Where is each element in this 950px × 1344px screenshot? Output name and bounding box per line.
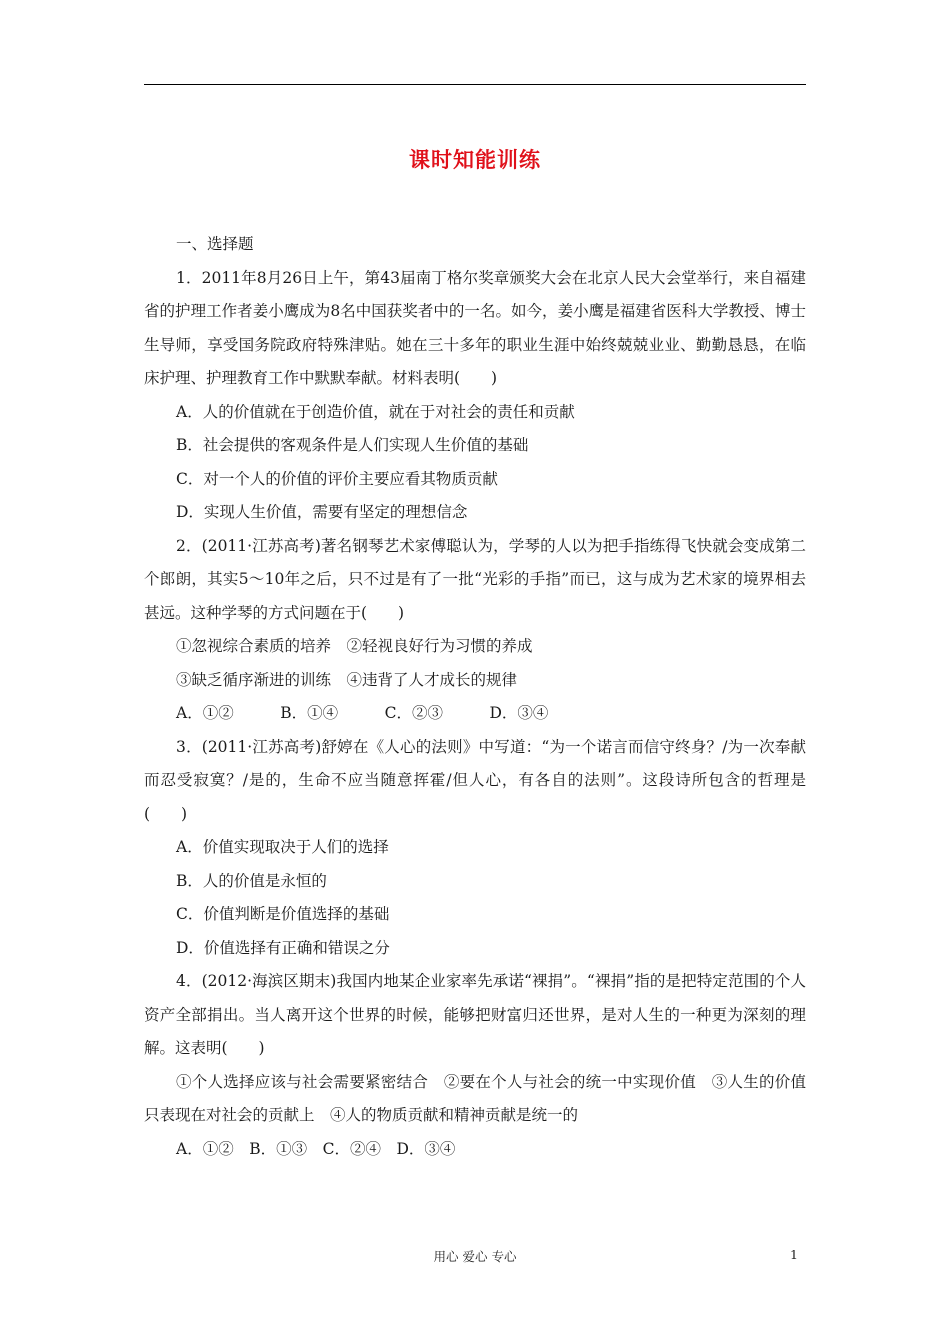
question-4-stem: 4．(2012·海滨区期末)我国内地某企业家率先承诺“裸捐”。“裸捐”指的是把特定范围的个人资产全部捐出。当人离开这个世界的时候，能够把财富归还世界，是对人生的一种更为深刻的理解。这表明( ): [144, 972, 806, 1057]
question-2-choices: A．①② B．①④ C．②③ D．③④: [176, 704, 549, 722]
question-1-option-b: B．社会提供的客观条件是人们实现人生价值的基础: [176, 436, 529, 454]
page-title: 课时知能训练: [409, 147, 541, 172]
question-3-option-d: D．价值选择有正确和错误之分: [176, 938, 390, 957]
question-4-statements: ①个人选择应该与社会需要紧密结合 ②要在个人与社会的统一中实现价值 ③人生的价值只表现在对社会的贡献上 ④人的物质贡献和精神贡献是统一的: [144, 1072, 806, 1124]
question-2-statements-2: ③缺乏循序渐进的训练 ④违背了人才成长的规律: [176, 670, 518, 689]
page-footer: 用心 爱心 专心: [433, 1249, 517, 1264]
question-1-option-c: C．对一个人的价值的评价主要应看其物质贡献: [176, 469, 498, 488]
question-1-stem: 1．2011年8月26日上午，第43届南丁格尔奖章颁奖大会在北京人民大会堂举行，来自福建省的护理工作者姜小鹰成为8名中国获奖者中的一名。如今，姜小鹰是福建省医科大学教授、博士生导师，享受国务院政府特殊津贴。她在三十多年的职业生涯中始终兢兢业业、勤勤恳恳，在临床护理、护理教育工作中默默奉献。材料表明( ): [144, 268, 806, 387]
question-3-option-b: B．人的价值是永恒的: [176, 871, 327, 890]
question-2-stem: 2．(2011·江苏高考)著名钢琴艺术家傅聪认为，学琴的人以为把手指练得飞快就会变成第二个郎朗，其实5～10年之后，只不过是有了一批“光彩的手指”而已，这与成为艺术家的境界相去甚远。这种学琴的方式问题在于( ): [144, 536, 806, 622]
question-2-statements-1: ①忽视综合素质的培养 ②轻视良好行为习惯的养成: [176, 637, 533, 655]
section-heading: 一、选择题: [176, 235, 254, 253]
question-3-option-c: C．价值判断是价值选择的基础: [176, 905, 390, 923]
question-1-option-a: A．人的价值就在于创造价值，就在于对社会的责任和贡献: [176, 402, 575, 421]
question-4-choices: A．①② B．①③ C．②④ D．③④: [176, 1139, 456, 1158]
document-body: [144, 228, 806, 1166]
question-3-option-a: A．价值实现取决于人们的选择: [176, 838, 389, 856]
question-1-option-d: D．实现人生价值，需要有坚定的理想信念: [176, 503, 468, 521]
header-rule: [144, 84, 806, 85]
page-number: 1: [790, 1247, 798, 1262]
question-3-stem: 3．(2011·江苏高考)舒婷在《人心的法则》中写道：“为一个诺言而信守终身？/为一次奉献而忍受寂寞？/是的，生命不应当随意挥霍/但人心，有各自的法则”。这段诗所包含的哲理是( ): [144, 737, 806, 823]
